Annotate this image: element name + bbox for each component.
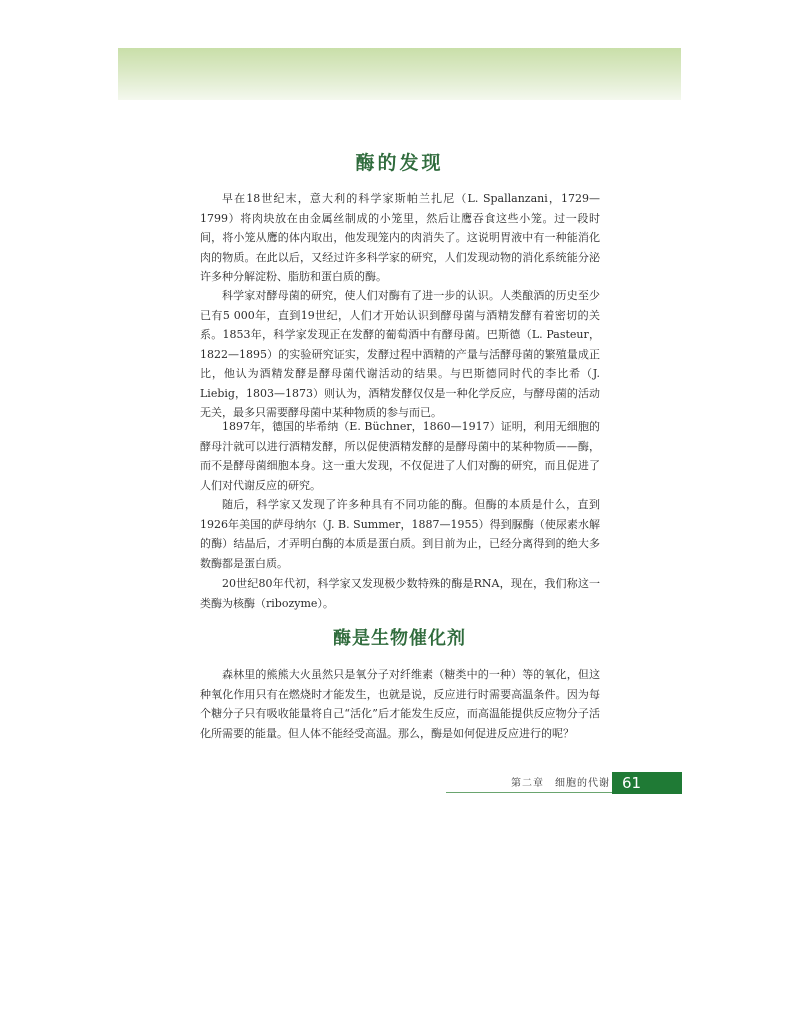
section-title-enzyme-discovery: 酶的发现 (355, 152, 444, 174)
page-number: 61 (622, 774, 642, 792)
footer-divider (446, 792, 612, 793)
footer-chapter-label: 第二章 细胞的代谢 (511, 778, 610, 789)
section-title-biocatalyst: 酶是生物催化剂 (333, 628, 466, 649)
paragraph-5: 20世纪80年代初，科学家又发现极少数特殊的酶是RNA，现在，我们称这一类酶为核酶（ribozyme）。 (200, 577, 600, 610)
paragraph-3: 1897年，德国的毕希纳（E. Büchner，1860—1917）证明，利用无细胞的酵母汁就可以进行酒精发酵，所以促使酒精发酵的是酵母菌中的某种物质——酶，而不是酵母菌细胞本身。这一重大发现，不仅促进了人们对酶的研究，而且促进了人们对代谢反应的研究。 (200, 420, 600, 492)
paragraph-6: 森林里的熊熊大火虽然只是氧分子对纤维素（糖类中的一种）等的氧化，但这种氧化作用只有在燃烧时才能发生，也就是说，反应进行时需要高温条件。因为每个糖分子只有吸收能量将自己“活化”后才能发生反应，而高温能提供反应物分子活化所需要的能量。但人体不能经受高温。那么，酶是如何促进反应进行的呢？ (200, 668, 600, 740)
paragraph-2: 科学家对酵母菌的研究，使人们对酶有了进一步的认识。人类酿酒的历史至少已有5 000年，直到19世纪，人们才开始认识到酵母菌与酒精发酵有着密切的关系。1853年，科学家发现正在发酵的葡萄酒中有酵母菌。巴斯德（L. Pasteur，1822—1895）的实验研究证实，发酵过程中酒精的产量与活酵母菌的繁殖量成正比，他认为酒精发酵是酵母菌代谢活动的结果。与巴斯德同时代的李比希（J. Liebig，1803—1873）则认为，酒精发酵仅仅是一种化学反应，与酵母菌的活动无关，最多只需要酵母菌中某种物质的参与而已。 (200, 289, 600, 419)
header-band (118, 48, 681, 100)
paragraph-4: 随后，科学家又发现了许多种具有不同功能的酶。但酶的本质是什么，直到1926年美国的萨母纳尔（J. B. Summer，1887—1955）得到脲酶（使尿素水解的酶）结晶后，才弄明白酶的本质是蛋白质。到目前为止，已经分离得到的绝大多数酶都是蛋白质。 (200, 498, 600, 570)
paragraph-1: 早在18世纪末，意大利的科学家斯帕兰扎尼（L. Spallanzani，1729—1799）将肉块放在由金属丝制成的小笼里，然后让鹰吞食这些小笼。过一段时间，将小笼从鹰的体内取出，他发现笼内的肉消失了。这说明胃液中有一种能消化肉的物质。在此以后，又经过许多科学家的研究，人们发现动物的消化系统能分泌许多种分解淀粉、脂肪和蛋白质的酶。 (200, 192, 600, 283)
